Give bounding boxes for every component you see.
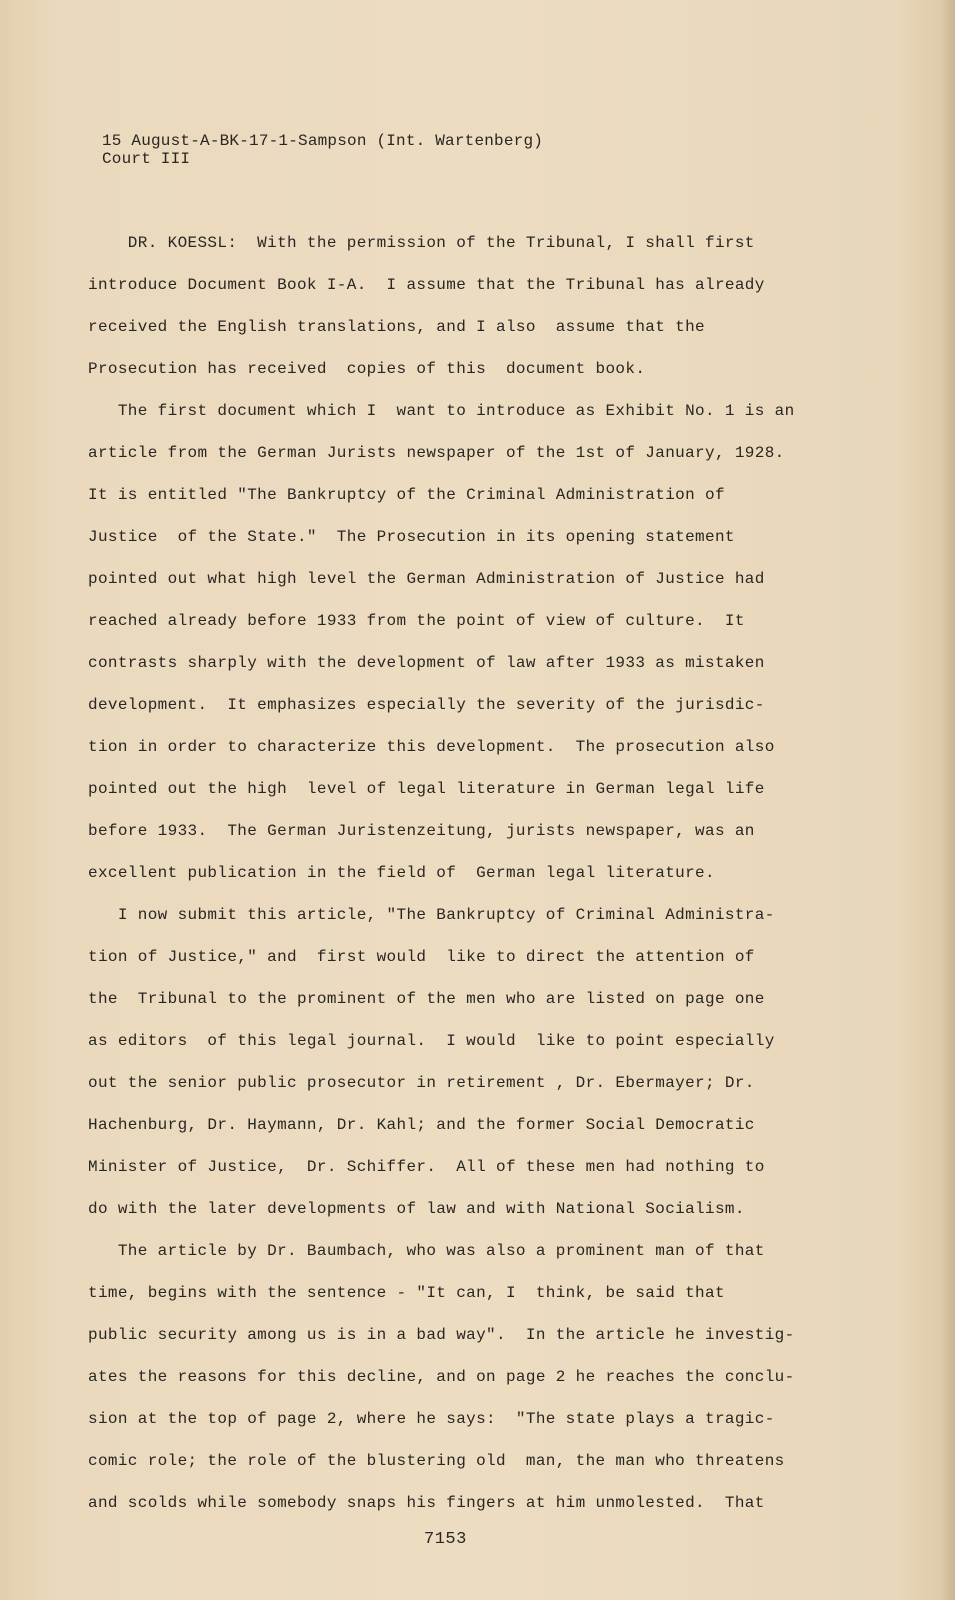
text-line: DR. KOESSL: With the permission of the Tribunal, I shall first bbox=[88, 234, 755, 252]
text-line: do with the later developments of law and with National Socialism. bbox=[88, 1200, 745, 1218]
text-line: comic role; the role of the blustering old man, the man who threatens bbox=[88, 1452, 785, 1470]
page-number: 7153 bbox=[424, 1530, 467, 1549]
text-line: Justice of the State." The Prosecution in its opening statement bbox=[88, 528, 735, 546]
text-line: The first document which I want to introduce as Exhibit No. 1 is an bbox=[88, 402, 795, 420]
header-transcript-id: 15 August-A-BK-17-1-Sampson (Int. Wartenberg) bbox=[102, 132, 544, 150]
text-line: sion at the top of page 2, where he says: "The state plays a tragic- bbox=[88, 1410, 775, 1428]
text-line: contrasts sharply with the development of law after 1933 as mistaken bbox=[88, 654, 765, 672]
text-line: before 1933. The German Juristenzeitung, jurists newspaper, was an bbox=[88, 822, 755, 840]
text-line: introduce Document Book I-A. I assume that the Tribunal has already bbox=[88, 276, 765, 294]
page-edge-shadow bbox=[941, 0, 955, 1600]
text-line: Hachenburg, Dr. Haymann, Dr. Kahl; and the former Social Democratic bbox=[88, 1116, 755, 1134]
text-line: development. It emphasizes especially the severity of the jurisdic- bbox=[88, 696, 765, 714]
text-line: as editors of this legal journal. I would like to point especially bbox=[88, 1032, 775, 1050]
text-line: pointed out what high level the German Administration of Justice had bbox=[88, 570, 765, 588]
text-line: public security among us is in a bad way". In the article he investig- bbox=[88, 1326, 795, 1344]
text-line: Minister of Justice, Dr. Schiffer. All of these men had nothing to bbox=[88, 1158, 765, 1176]
text-line: I now submit this article, "The Bankruptcy of Criminal Administra- bbox=[88, 906, 775, 924]
text-line: Prosecution has received copies of this document book. bbox=[88, 360, 646, 378]
text-line: pointed out the high level of legal literature in German legal life bbox=[88, 780, 765, 798]
text-line: received the English translations, and I also assume that the bbox=[88, 318, 705, 336]
document-header bbox=[102, 132, 543, 168]
text-line: article from the German Jurists newspaper of the 1st of January, 1928. bbox=[88, 444, 785, 462]
text-line: reached already before 1933 from the point of view of culture. It bbox=[88, 612, 745, 630]
text-line: time, begins with the sentence - "It can, I think, be said that bbox=[88, 1284, 725, 1302]
text-line: ates the reasons for this decline, and on page 2 he reaches the conclu- bbox=[88, 1368, 795, 1386]
text-line: out the senior public prosecutor in retirement , Dr. Ebermayer; Dr. bbox=[88, 1074, 755, 1092]
text-line: The article by Dr. Baumbach, who was also a prominent man of that bbox=[88, 1242, 765, 1260]
text-line: the Tribunal to the prominent of the men who are listed on page one bbox=[88, 990, 765, 1008]
text-line: and scolds while somebody snaps his fingers at him unmolested. That bbox=[88, 1494, 765, 1512]
text-line: excellent publication in the field of German legal literature. bbox=[88, 864, 715, 882]
text-line: It is entitled "The Bankruptcy of the Criminal Administration of bbox=[88, 486, 725, 504]
text-line: tion of Justice," and first would like to direct the attention of bbox=[88, 948, 755, 966]
text-line: tion in order to characterize this development. The prosecution also bbox=[88, 738, 775, 756]
header-court: Court III bbox=[102, 150, 191, 168]
